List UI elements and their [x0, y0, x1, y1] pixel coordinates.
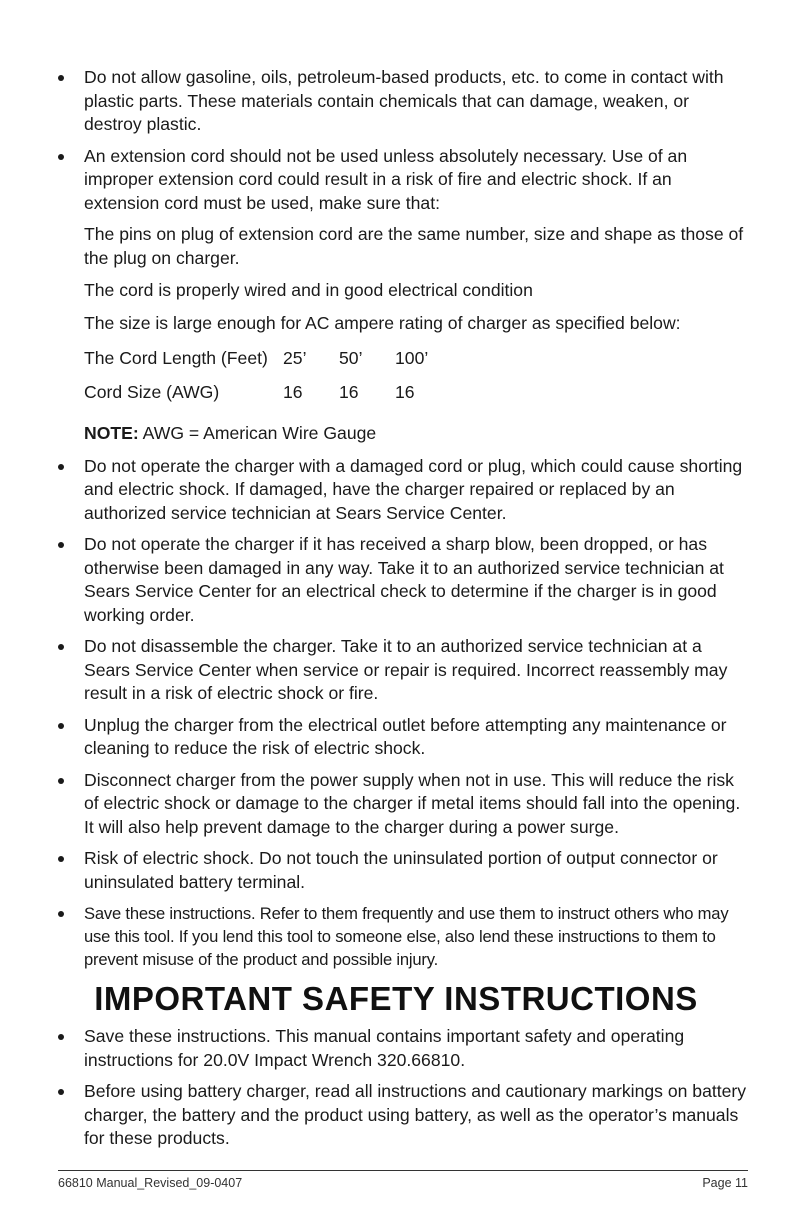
bullet-item — [0, 769, 792, 840]
condition-wiring: The cord is properly wired and in good electrical condition — [84, 280, 533, 300]
bullet-item — [0, 1080, 792, 1151]
bullet-item — [0, 66, 792, 137]
cord-length-value: 50’ — [339, 348, 363, 368]
condition-size: The size is large enough for AC ampere rating of charger as specified below: — [84, 312, 681, 333]
cord-size-label: Cord Size (AWG) — [84, 381, 220, 402]
cord-size-value: 16 — [283, 381, 303, 402]
bullet-item — [0, 714, 792, 761]
cord-size-value: 16 — [339, 381, 359, 402]
bullet-text: Do not allow gasoline, oils, petroleum-based products, etc. to come in contact with plastic parts. These materials contain chemicals that can damage, weaken, or destroy plastic. — [84, 67, 724, 134]
section-heading: IMPORTANT SAFETY INSTRUCTIONS — [94, 980, 698, 1017]
bullet-text: Disconnect charger from the power supply when not in use. This will reduce the risk of electric shock or damage to the charger if metal items should fall into the opening. It will also help prevent damage to the charger during a power surge. — [84, 769, 741, 837]
bullet-list-top — [0, 66, 792, 446]
bullet-text: Save these instructions. This manual contains important safety and operating instructions for 20.0V Impact Wrench 320.66810. — [84, 1026, 685, 1070]
bullet-text: Before using battery charger, read all instructions and cautionary markings on battery charger, the battery and the product using battery, as well as the operator’s manuals for these products. — [84, 1081, 747, 1148]
note — [84, 422, 748, 446]
footer-doc-id: 66810 Manual_Revised_09-0407 — [58, 1176, 243, 1190]
bullet-text: Do not operate the charger with a damaged cord or plug, which could cause shorting and electric shock. If damaged, have the charger repaired or replaced by an authorized service technician at Sears Service Center. — [84, 455, 743, 523]
cord-length-row — [84, 347, 451, 381]
cord-length-label: The Cord Length (Feet) — [84, 348, 268, 368]
cord-length-value: 25’ — [283, 348, 307, 368]
bullet-text: Risk of electric shock. Do not touch the uninsulated portion of output connector or uninsulated battery terminal. — [84, 848, 718, 892]
bullet-text: Save these instructions. Refer to them frequently and use them to instruct others who may use this tool. If you lend this tool to someone else, also lend these instructions to them to prevent misuse of the product and possible injury. — [84, 904, 729, 969]
bullet-item — [0, 902, 792, 971]
bullet-list-middle — [0, 455, 792, 972]
note-text: AWG = American Wire Gauge — [138, 423, 377, 443]
extension-conditions — [84, 223, 748, 446]
cord-size-row — [84, 381, 451, 415]
bullet-item — [0, 455, 792, 526]
bullet-list-bottom — [0, 1025, 792, 1151]
bullet-item — [0, 635, 792, 706]
note-label: NOTE: — [84, 423, 139, 443]
bullet-item — [0, 847, 792, 894]
bullet-text: An extension cord should not be used unless absolutely necessary. Use of an improper extension cord could result in a risk of fire and electric shock. If an extension cord must be used, make sure that: — [84, 145, 688, 213]
footer-page-number: Page 11 — [702, 1176, 748, 1190]
bullet-text: Do not disassemble the charger. Take it to an authorized service technician at a Sears Service Center when service or repair is required. Incorrect reassembly may result in a risk of electric shock or fire. — [84, 636, 728, 703]
bullet-item — [0, 533, 792, 627]
page-content — [0, 66, 792, 1159]
page-footer — [58, 1170, 748, 1190]
cord-size-table — [84, 347, 451, 414]
cord-size-value: 16 — [395, 381, 415, 402]
bullet-item-extension-cord — [0, 145, 792, 446]
bullet-text: Unplug the charger from the electrical outlet before attempting any maintenance or cleaning to reduce the risk of electric shock. — [84, 714, 727, 758]
condition-pins: The pins on plug of extension cord are the same number, size and shape as those of the plug on charger. — [84, 224, 744, 268]
bullet-item — [0, 1025, 792, 1072]
cord-length-value: 100’ — [395, 348, 429, 368]
bullet-text: Do not operate the charger if it has received a sharp blow, been dropped, or has otherwise been damaged in any way. Take it to an authorized service technician at Sears Service Center for an electrical check to determine if the charger is in good working order. — [84, 534, 724, 625]
